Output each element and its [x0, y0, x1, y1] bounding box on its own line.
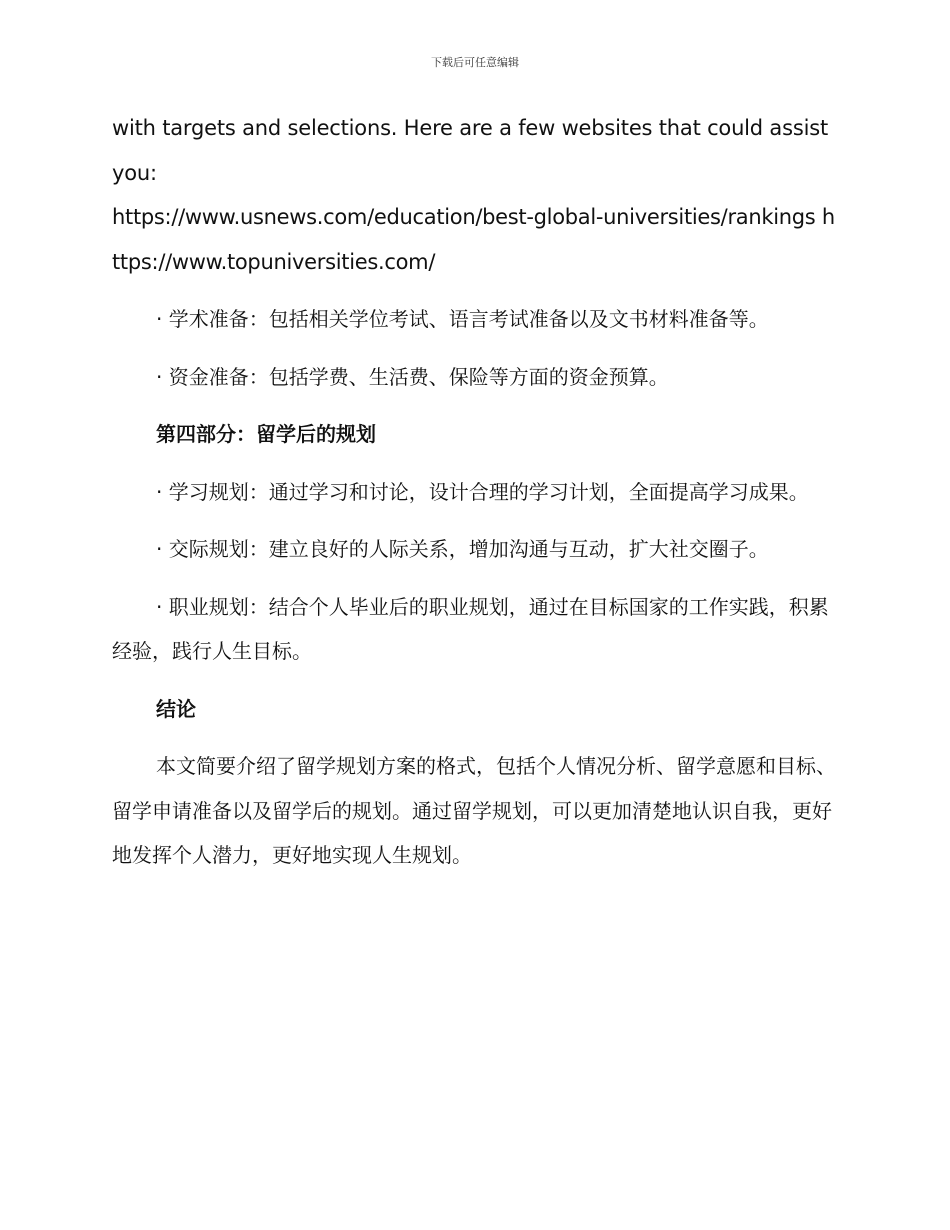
conclusion-heading: 结论	[156, 696, 196, 721]
bullet-funding-preparation: · 资金准备：包括学费、生活费、保险等方面的资金预算。	[156, 364, 669, 389]
section-four-heading: 第四部分：留学后的规划	[156, 422, 376, 446]
intro-paragraph: with targets and selections. Here are a few websites that could assist you:	[112, 116, 828, 185]
url-list: https://www.usnews.com/education/best-global-universities/rankings https://www.topuniversities.com/	[112, 205, 835, 274]
conclusion-paragraph: 本文简要介绍了留学规划方案的格式，包括个人情况分析、留学意愿和目标、留学申请准备以及留学后的规划。通过留学规划，可以更加清楚地认识自我，更好地发挥个人潜力，更好地实现人生规划。	[112, 754, 836, 867]
bullet-study-plan: · 学习规划：通过学习和讨论，设计合理的学习计划，全面提高学习成果。	[156, 479, 809, 504]
bullet-social-plan: · 交际规划：建立良好的人际关系，增加沟通与互动，扩大社交圈子。	[156, 537, 769, 561]
document-body	[112, 106, 837, 878]
bullet-career-plan: · 职业规划：结合个人毕业后的职业规划，通过在目标国家的工作实践，积累经验，践行人生目标。	[112, 594, 829, 663]
header-note: 下载后可任意编辑	[431, 56, 519, 69]
bullet-academic-preparation: · 学术准备：包括相关学位考试、语言考试准备以及文书材料准备等。	[156, 307, 769, 331]
